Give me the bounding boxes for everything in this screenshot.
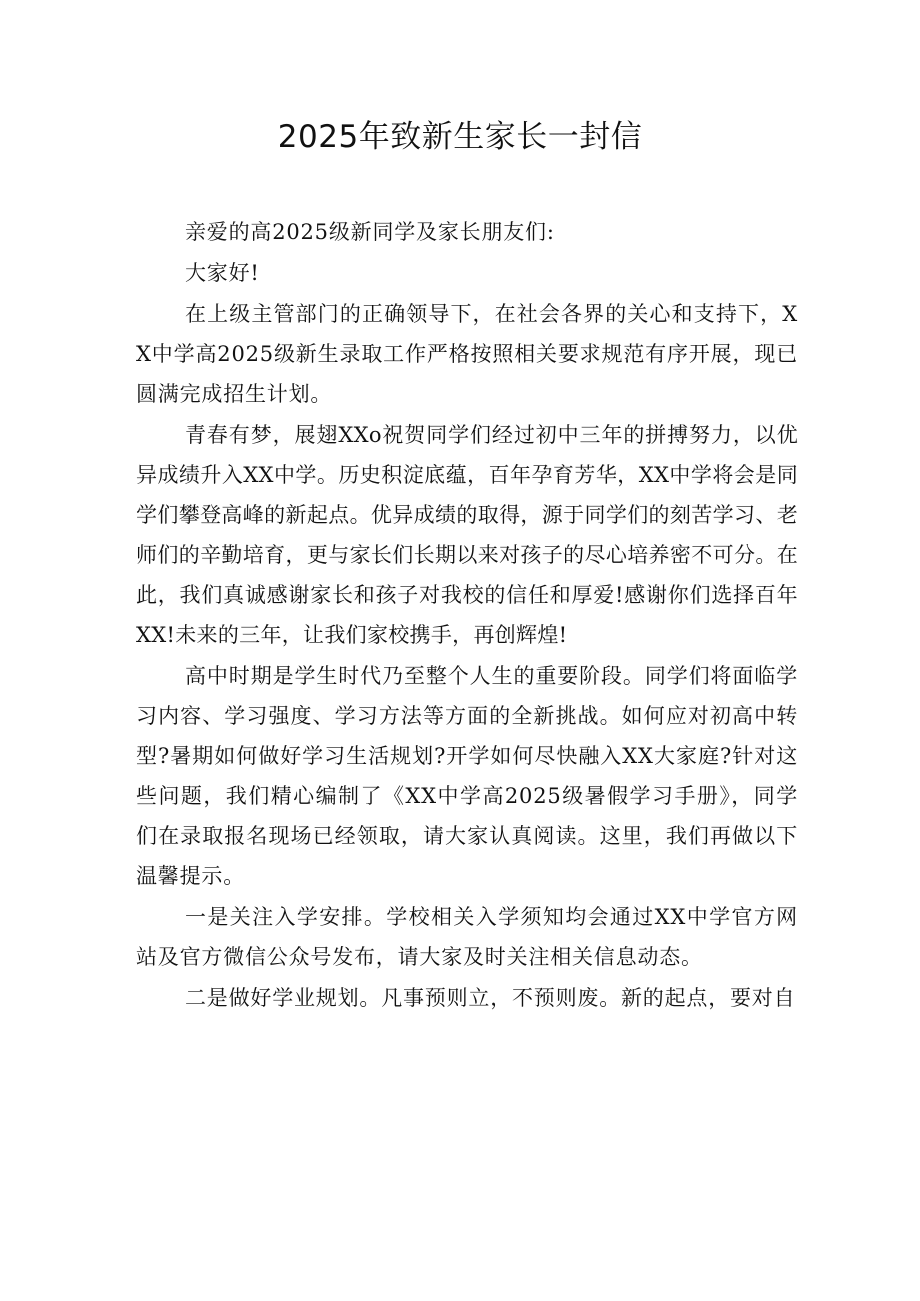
paragraph-tip-one: 一是关注入学安排。学校相关入学须知均会通过XX中学官方网站及官方微信公众号发布，请大家及时关注相关信息动态。	[136, 905, 798, 969]
salutation: 亲爱的高2025级新同学及家长朋友们:	[185, 220, 555, 244]
greeting: 大家好!	[185, 261, 260, 285]
paragraph-high-school: 高中时期是学生时代乃至整个人生的重要阶段。同学们将面临学习内容、学习强度、学习方法等方面的全新挑战。如何应对初高中转型?暑期如何做好学习生活规划?开学如何尽快融入XX大家庭?针对这些问题，我们精心编制了《XX中学高2025级暑假学习手册》，同学们在录取报名现场已经领取，请大家认真阅读。这里，我们再做以下温馨提示。	[136, 664, 798, 888]
paragraph-admission: 在上级主管部门的正确领导下，在社会各界的关心和支持下，XX中学高2025级新生录取工作严格按照相关要求规范有序开展，现已圆满完成招生计划。	[136, 302, 798, 406]
paragraph-tip-two: 二是做好学业规划。凡事预则立，不预则废。新的起点，要对自	[185, 986, 796, 1010]
letter-body	[136, 212, 798, 1019]
paragraph-congratulations: 青春有梦，展翅XXo祝贺同学们经过初中三年的拼搏努力，以优异成绩升入XX中学。历史积淀底蕴，百年孕育芳华，XX中学将会是同学们攀登高峰的新起点。优异成绩的取得，源于同学们的刻苦学习、老师们的辛勤培育，更与家长们长期以来对孩子的尽心培养密不可分。在此，我们真诚感谢家长和孩子对我校的信任和厚爱!感谢你们选择百年XX!未来的三年，让我们家校携手，再创辉煌!	[136, 423, 798, 647]
page-title: 2025年致新生家长一封信	[277, 119, 643, 155]
